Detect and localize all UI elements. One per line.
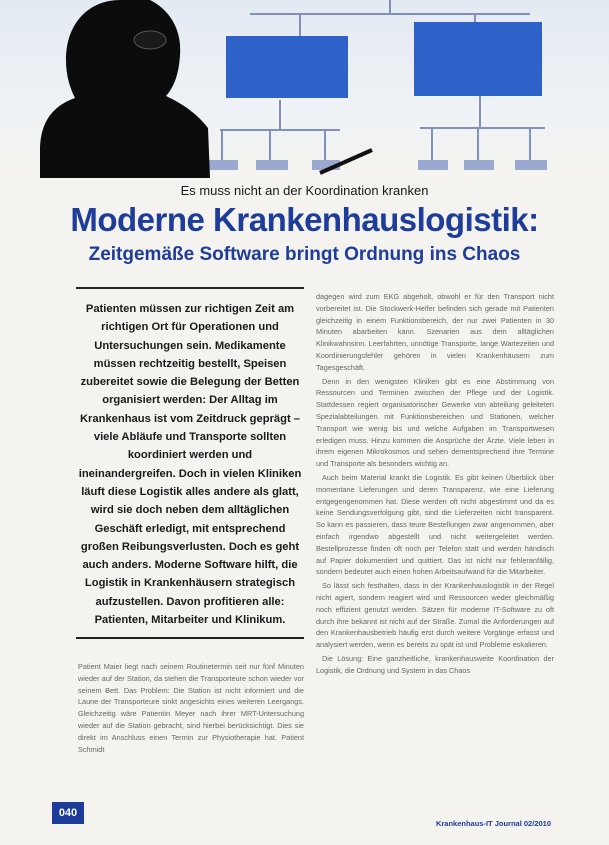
- org-chart-box: [226, 36, 348, 98]
- person-silhouette: [40, 0, 210, 178]
- lead-top-rule: [76, 287, 304, 289]
- org-chart-box: [414, 22, 542, 96]
- article-kicker: Es muss nicht an der Koordination kranken: [180, 183, 429, 198]
- glasses-icon: [134, 31, 166, 49]
- body-column-right: [316, 291, 554, 679]
- body-paragraph: Patient Maier liegt nach seinem Routinetermin seit nur fünf Minuten wieder auf der Station, da stehen die Transporteure schon wieder vor seinem Bett. Das Problem: Die Station ist nicht informiert und die Laune der Transporteure sinkt angesichts eines weiteren Leergangs. Gleichzeitig wäre Patientin Meyer nach ihrer MRT-Untersuchung wieder auf die Station gebracht, sind hierbei berücksichtigt. Dies sie direkt im Anschluss einen Termin zur Physiotherapie hat. Patient Schmidt: [78, 662, 304, 754]
- journal-footer: Krankenhaus-IT Journal 02/2010: [435, 819, 551, 828]
- article-title: Moderne Krankenhauslogistik:: [70, 201, 539, 238]
- lead-paragraph: Patienten müssen zur richtigen Zeit am richtigen Ort für Operationen und Untersuchungen sein. Medikamente müssen rechtzeitig bestellt, Speisen zubereitet sowie die Belegung der Betten organisiert werden: Der Alltag im Krankenhaus ist vom Zeitdruck geprägt – viele Abläufe und Transporte sollten koordiniert werden und ineinandergreifen. Doch in vielen Kliniken läuft diese Logistik alles andere als glatt, wird sie doch neben dem alltäglichen Geschäft erledigt, mit entsprechend großen Reibungsverlusten. Doch es geht auch anders. Moderne Software hilft, die Logistik in Krankenhäusern strategisch aufzustellen. Davon profitieren alle: Patienten, Mitarbeiter und Klinikum.: [78, 303, 302, 627]
- body-paragraph: dagegen wird zum EKG abgeholt, obwohl er für den Transport nicht vorbereitet ist. Die Stockwerk-Helfer befinden sich gerade mit Patienten gleichzeitig in einem Funktionsbereich, der nur zwei Patienten in 30 Minuten abarbeiten kann. Szenarien aus dem alltäglichen Klinikwahnsinn. Leerfahrten, unnötige Transporte, lange Wartezeiten und Koordinierungsfehler gehören in vielen Krankenhäusern zum Tagesgeschäft.: [316, 292, 554, 372]
- article-subtitle: Zeitgemäße Software bringt Ordnung ins Chaos: [88, 244, 521, 265]
- body-column-left: [78, 661, 304, 757]
- lead-bottom-rule: [76, 637, 304, 639]
- body-paragraph: So lässt sich festhalten, dass in der Krankenhauslogistik in der Regel nicht agiert, sondern reagiert wird und Ressourcen weder gleichmäßig noch effizient genutzt werden. Sätzen für moderne IT-Software zu oft durch ihre bekannt ist nicht auf der Straße. Zumal die Anforderungen auf den Krankenhausbetrieb häufig erst durch weitere Vorgänge erfasst und analysiert werden, wenn es bereits zu spät ist und Probleme eskalieren.: [316, 581, 554, 650]
- org-chart-illustration: [0, 0, 609, 178]
- body-paragraph: Die Lösung: Eine ganzheitliche, krankenhausweite Koordination der Logistik, die Ordnung und System in das Chaos: [316, 653, 554, 675]
- page-number: 040: [52, 802, 84, 824]
- header-illustration: [0, 0, 609, 178]
- body-paragraph: Auch beim Material krankt die Logistik. Es gibt keinen Überblick über momentane Lieferungen und deren Transparenz, wie eine Lieferung entgegengenommen hat. Diese werden oft nicht abgestimmt und da es keine Sendungsverfolgung gibt, sind die Lieferzeiten nicht transparent. So kann es passieren, dass teure Bestellungen zwar angenommen, aber einfach irgendwo abgestellt und nicht weitergeleitet werden. Bestellprozesse finden oft noch per Telefon statt und werden händisch auf Papier dokumentiert und quittiert. Das ist nicht nur fehleranfällig, sondern bedeutet auch einen hohen Arbeitsaufwand für die Mitarbeiter.: [316, 472, 554, 577]
- org-chart-small-boxes: [206, 160, 547, 170]
- body-paragraph: Denn in den wenigsten Kliniken gibt es eine Abstimmung von Ressourcen und Terminen zwischen der Pflege und der Logistik. Stattdessen regiert organisatorischer Gewerke von abteilung geleiteten Spezialabteilungen mit Funktionsbereichen und Stationen, welcher Transport wie wenig bis und welche Aufgaben im Transportwesen erledigen muss. Hinzu kommen die Ansprüche der Ärzte. Viele leben in ihrem eigenen Mikrokosmos und sehen dementsprechend ihre Termine und Transporte als besonders wichtig an.: [316, 376, 554, 469]
